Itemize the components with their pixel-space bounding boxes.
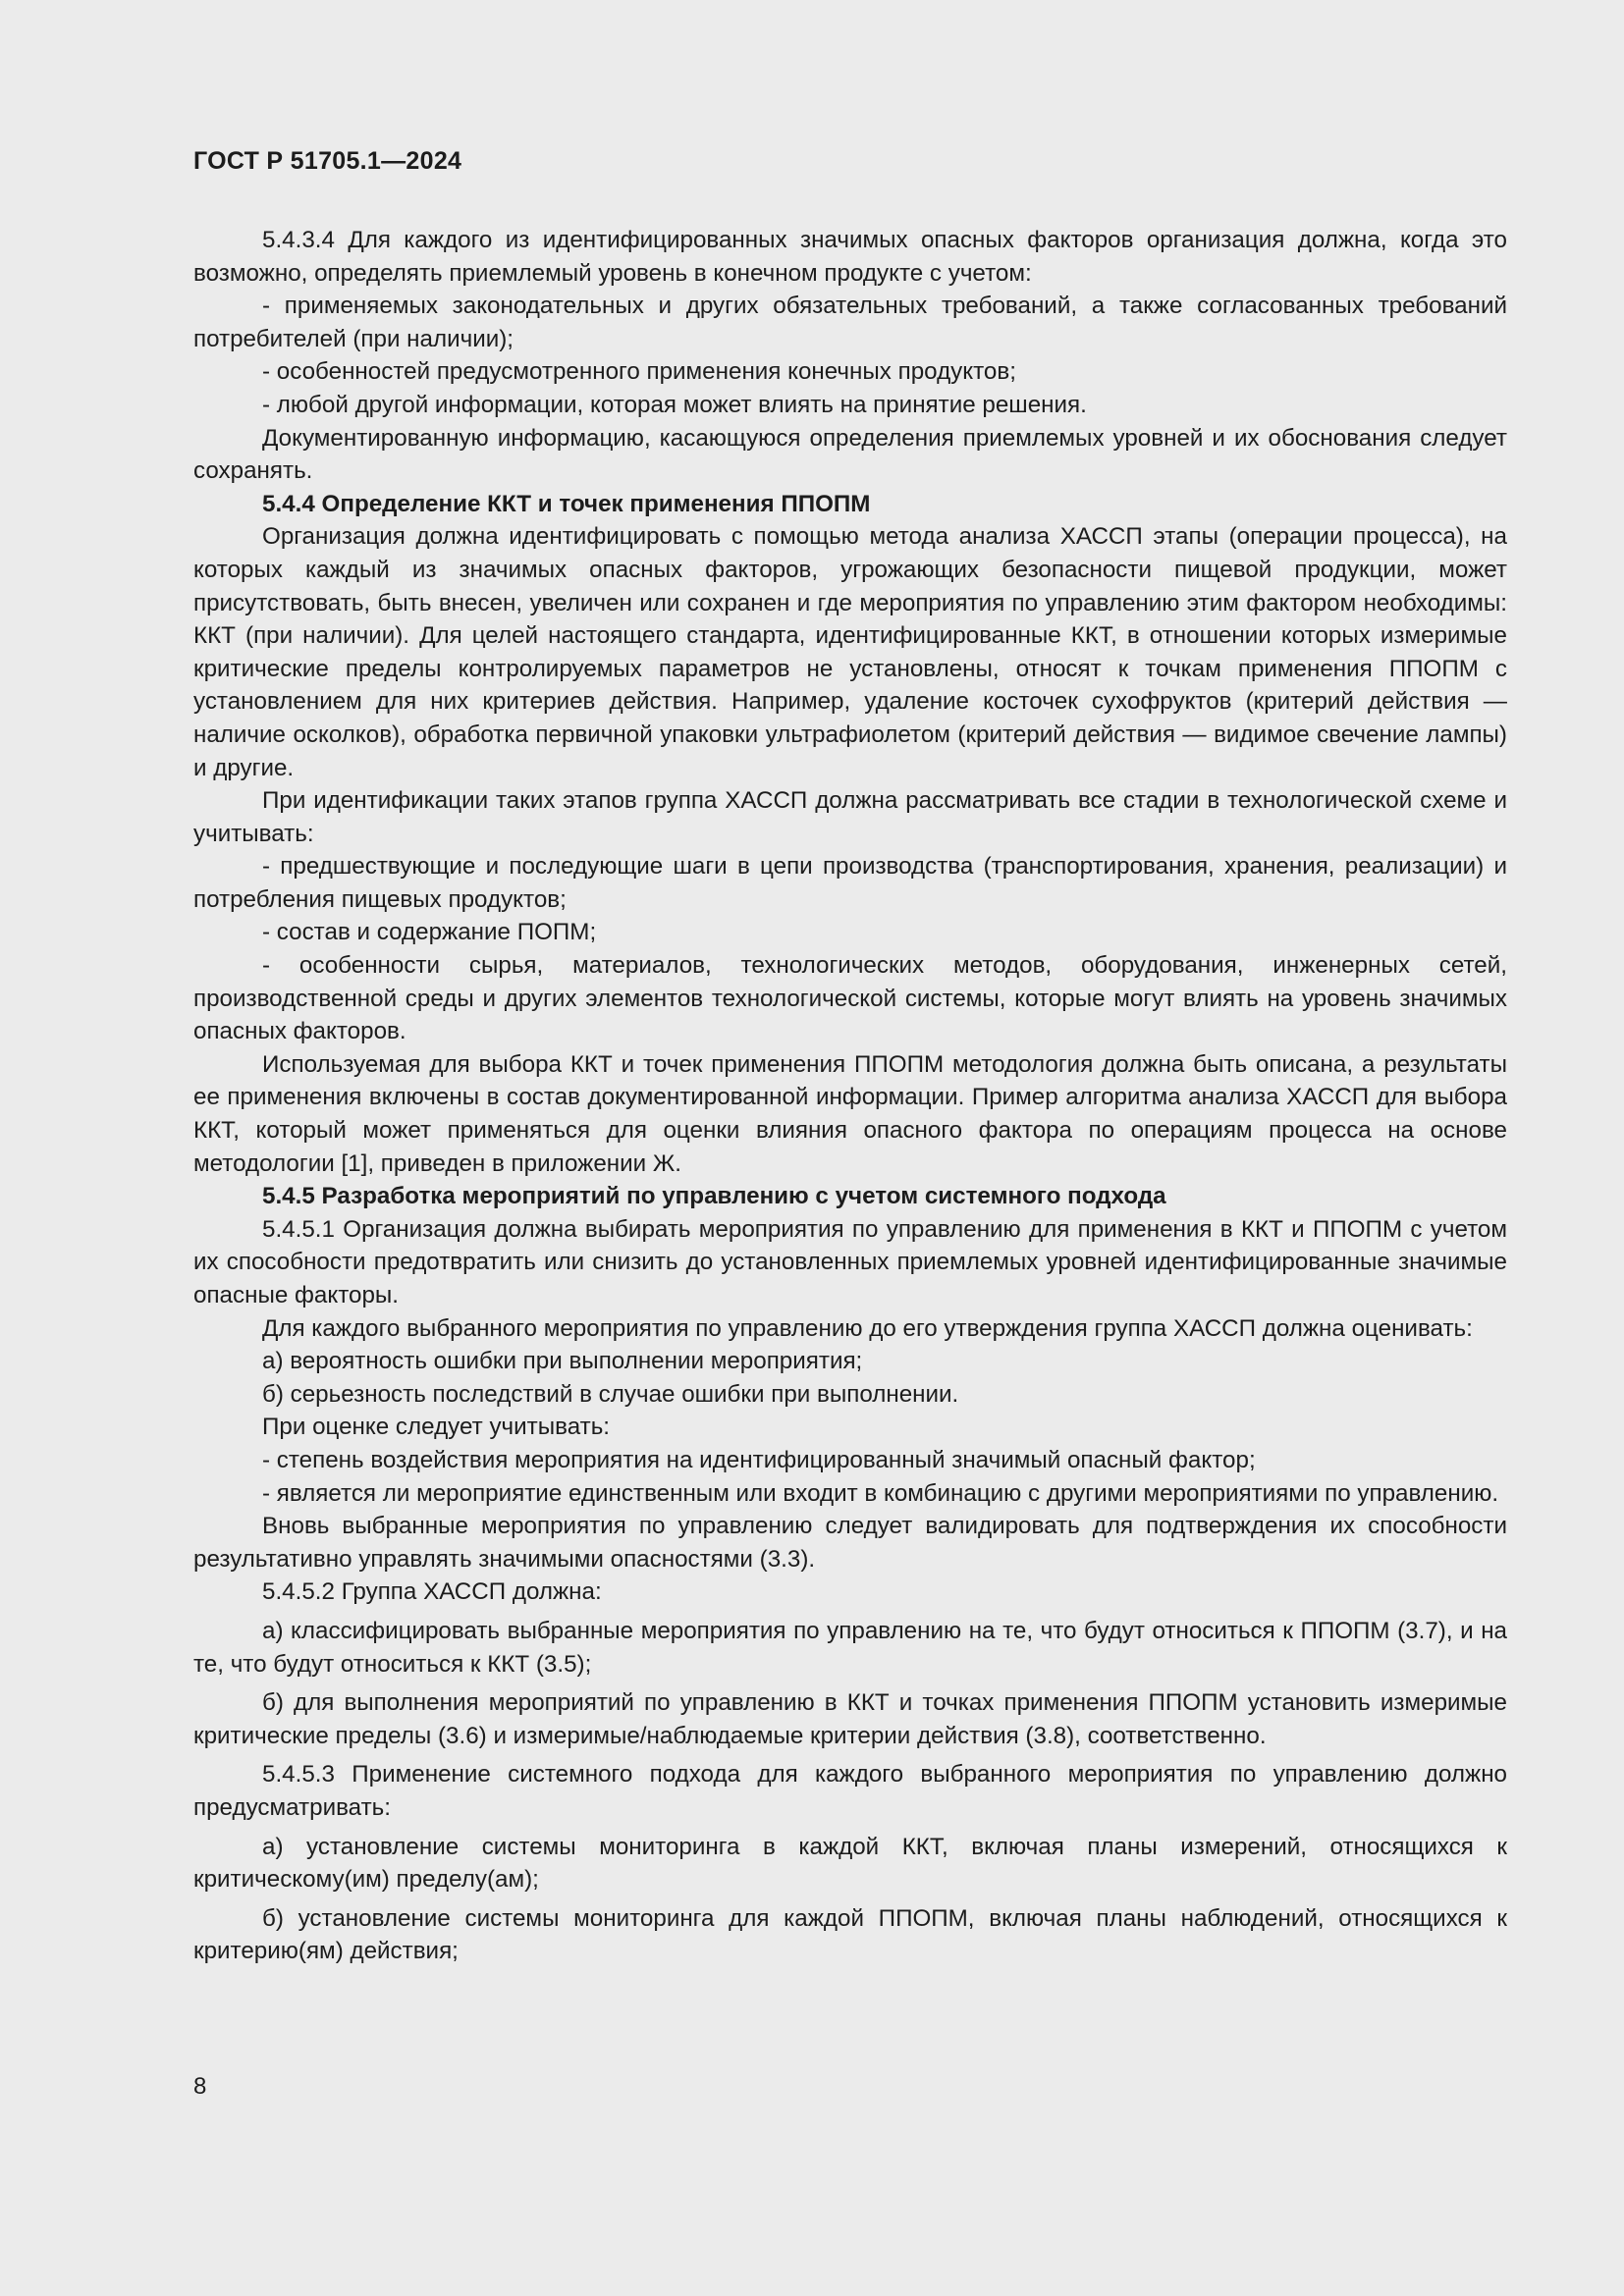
list-item: а) вероятность ошибки при выполнении мероприятия; (262, 1348, 863, 1375)
list-item: - особенности сырья, материалов, технологических методов, оборудования, инженерных сетей, производственной среды и других элементов технологической системы, которые могут влиять на уровень значимых опасных факторов. (193, 952, 1507, 1045)
paragraph: Используемая для выбора ККТ и точек применения ППОПМ методология должна быть описана, а результаты ее применения включены в состав документированной информации. Пример алгоритма анализа ХАССП для выбора ККТ, который может применяться для оценки влияния опасного фактора по операциям процесса на основе методологии [1], приведен в приложении Ж. (193, 1050, 1507, 1177)
list-item: а) классифицировать выбранные мероприятия по управлению на те, что будут относиться к ППОПМ (3.7), и на те, что будут относиться к ККТ (3.5); (193, 1617, 1507, 1678)
list-item: - степень воздействия мероприятия на идентифицированный значимый опасный фактор; (262, 1446, 1256, 1473)
paragraph: 5.4.5.3 Применение системного подхода для каждого выбранного мероприятия по управлению должно предусматривать: (193, 1761, 1507, 1821)
list-item: - является ли мероприятие единственным или входит в комбинацию с другими мероприятиями по управлению. (262, 1479, 1499, 1507)
paragraph: Для каждого выбранного мероприятия по управлению до его утверждения группа ХАССП должна оценивать: (262, 1314, 1473, 1342)
standard-header: ГОСТ Р 51705.1—2024 (193, 147, 462, 175)
page-number: 8 (193, 2073, 207, 2100)
paragraph: При оценке следует учитывать: (262, 1414, 611, 1441)
list-item: б) для выполнения мероприятий по управлению в ККТ и точках применения ППОПМ установить измеримые критические пределы (3.6) и измеримые/наблюдаемые критерии действия (3.8), соответственно. (193, 1689, 1507, 1749)
list-item: а) установление системы мониторинга в каждой ККТ, включая планы измерений, относящихся к критическому(им) пределу(ам); (193, 1833, 1507, 1894)
document-body (193, 224, 1507, 1968)
paragraph: При идентификации таких этапов группа ХАССП должна рассматривать все стадии в технологической схеме и учитывать: (193, 787, 1507, 847)
list-item: - применяемых законодательных и других обязательных требований, а также согласованных требований потребителей (при наличии); (193, 293, 1507, 352)
section-heading: 5.4.5 Разработка мероприятий по управлению с учетом системного подхода (262, 1183, 1166, 1210)
paragraph: 5.4.5.2 Группа ХАССП должна: (262, 1578, 602, 1606)
paragraph: Документированную информацию, касающуюся определения приемлемых уровней и их обоснования следует сохранять. (193, 424, 1507, 485)
list-item: - любой другой информации, которая может влиять на принятие решения. (262, 391, 1087, 418)
list-item: - состав и содержание ПОПМ; (262, 919, 597, 946)
paragraph: Вновь выбранные мероприятия по управлению следует валидировать для подтверждения их способности результативно управлять значимыми опасностями (3.3). (193, 1513, 1507, 1573)
list-item: - особенностей предусмотренного применения конечных продуктов; (262, 358, 1016, 386)
list-item: - предшествующие и последующие шаги в цепи производства (транспортирования, хранения, реализации) и потребления пищевых продуктов; (193, 853, 1507, 913)
paragraph: 5.4.3.4 Для каждого из идентифицированных значимых опасных факторов организация должна, когда это возможно, определять приемлемый уровень в конечном продукте с учетом: (193, 227, 1507, 287)
list-item: б) серьезность последствий в случае ошибки при выполнении. (262, 1380, 959, 1408)
section-heading: 5.4.4 Определение ККТ и точек применения ППОПМ (262, 490, 871, 517)
paragraph: 5.4.5.1 Организация должна выбирать мероприятия по управлению для применения в ККТ и ППОПМ с учетом их способности предотвратить или снизить до установленных приемлемых уровней идентифицированные значимые опасные факторы. (193, 1215, 1507, 1308)
list-item: б) установление системы мониторинга для каждой ППОПМ, включая планы наблюдений, относящихся к критерию(ям) действия; (193, 1904, 1507, 1965)
paragraph: Организация должна идентифицировать с помощью метода анализа ХАССП этапы (операции процесса), на которых каждый из значимых опасных факторов, угрожающих безопасности пищевой продукции, может присутствовать, быть внесен, увеличен или сохранен и где мероприятия по управлению этим фактором необходимы: ККТ (при наличии). Для целей настоящего стандарта, идентифицированные ККТ, в отношении которых измеримые критические пределы контролируемых параметров не установлены, относят к точкам применения ППОПМ с установлением для них критериев действия. Например, удаление косточек сухофруктов (критерий действия — наличие осколков), обработка первичной упаковки ультрафиолетом (критерий действия — видимое свечение лампы) и другие. (193, 523, 1507, 781)
